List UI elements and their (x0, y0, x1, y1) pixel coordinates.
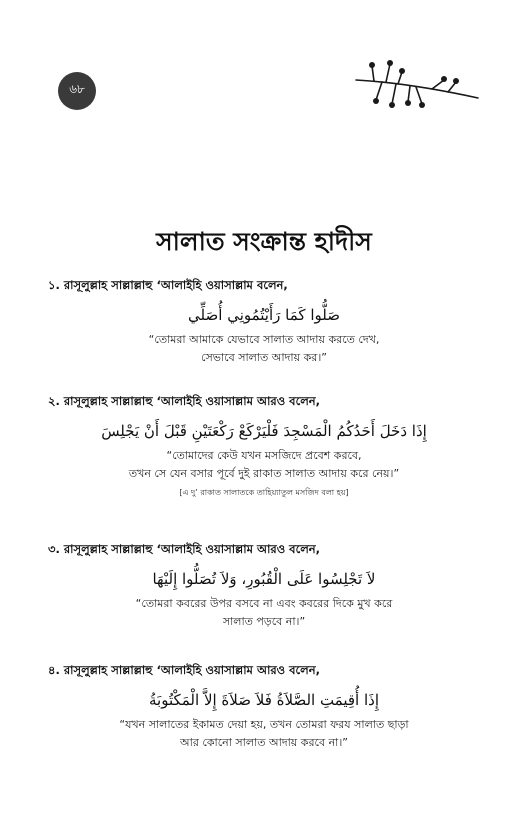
hadith-translation (0, 595, 528, 631)
translation-line: “তোমরা আমাকে যেভাবে সালাত আদায় করতে দেখ, (148, 333, 380, 346)
translation-line: “যখন সালাতের ইকামত দেয়া হয়, তখন তোমরা ফরয সালাত ছাড়া (119, 718, 409, 731)
hadith-note: [এ দু’ রাকাত সালাতকে তাহিয়্যাতুল মসজিদ বলা হয়] (179, 488, 349, 497)
hadith-translation (0, 716, 528, 752)
hadith-arabic-text: لاَ تَجْلِسُوا عَلَى الْقُبُورِ، وَلاَ تُصَلُّوا إِلَيْهَا (152, 570, 376, 588)
translation-line: সেভাবে সালাত আদায় কর।” (201, 351, 327, 364)
hadith-arabic-text: إِذَا أُقِيمَتِ الصَّلاَةُ فَلاَ صَلاَةَ إِلاَّ الْمَكْتُوبَةُ (148, 691, 380, 709)
branch-ornament-icon (352, 58, 482, 118)
page-number-badge (58, 72, 96, 110)
hadith-4 (0, 662, 528, 752)
hadith-heading: ৩. রাসূলুল্লাহ সাল্লাল্লাহু ‘আলাইহি ওয়াসাল্লাম আরও বলেন, (48, 542, 320, 556)
hadith-arabic-text: صَلُّوا كَمَا رَأَيْتُمُونِي أُصَلِّي (188, 306, 340, 324)
translation-line: তখন সে যেন বসার পূর্বে দুই রাকাত সালাত আদায় করে নেয়।” (128, 467, 400, 480)
page-title: সালাত সংক্রান্ত হাদীস (156, 227, 372, 256)
hadith-2 (0, 393, 528, 500)
hadith-3 (0, 541, 528, 631)
hadith-translation (0, 447, 528, 483)
translation-line: “তোমাদের কেউ যখন মসজিদে প্রবেশ করবে, (166, 449, 362, 462)
hadith-arabic-text: إِذَا دَخَلَ أَحَدُكُمُ الْمَسْجِدَ فَلْيَرْكَعْ رَكْعَتَيْنِ قَبْلَ أَنْ يَجْلِسَ (101, 422, 427, 440)
page-number: ৬৮ (69, 82, 85, 96)
translation-line: আর কোনো সালাত আদায় করবে না।” (180, 736, 348, 749)
translation-line: “তোমরা কবরের উপর বসবে না এবং কবরের দিকে মুখ করে (135, 597, 393, 610)
hadith-heading: ৪. রাসূলুল্লাহ সাল্লাল্লাহু ‘আলাইহি ওয়াসাল্লাম আরও বলেন, (48, 663, 320, 677)
hadith-translation (0, 331, 528, 367)
hadith-heading: ১. রাসূলুল্লাহ সাল্লাল্লাহু ‘আলাইহি ওয়াসাল্লাম বলেন, (48, 278, 288, 292)
translation-line: সালাত পড়বে না।” (222, 615, 306, 628)
hadith-heading: ২. রাসূলুল্লাহ সাল্লাল্লাহু ‘আলাইহি ওয়াসাল্লাম আরও বলেন, (48, 394, 320, 408)
hadith-1 (0, 277, 528, 367)
